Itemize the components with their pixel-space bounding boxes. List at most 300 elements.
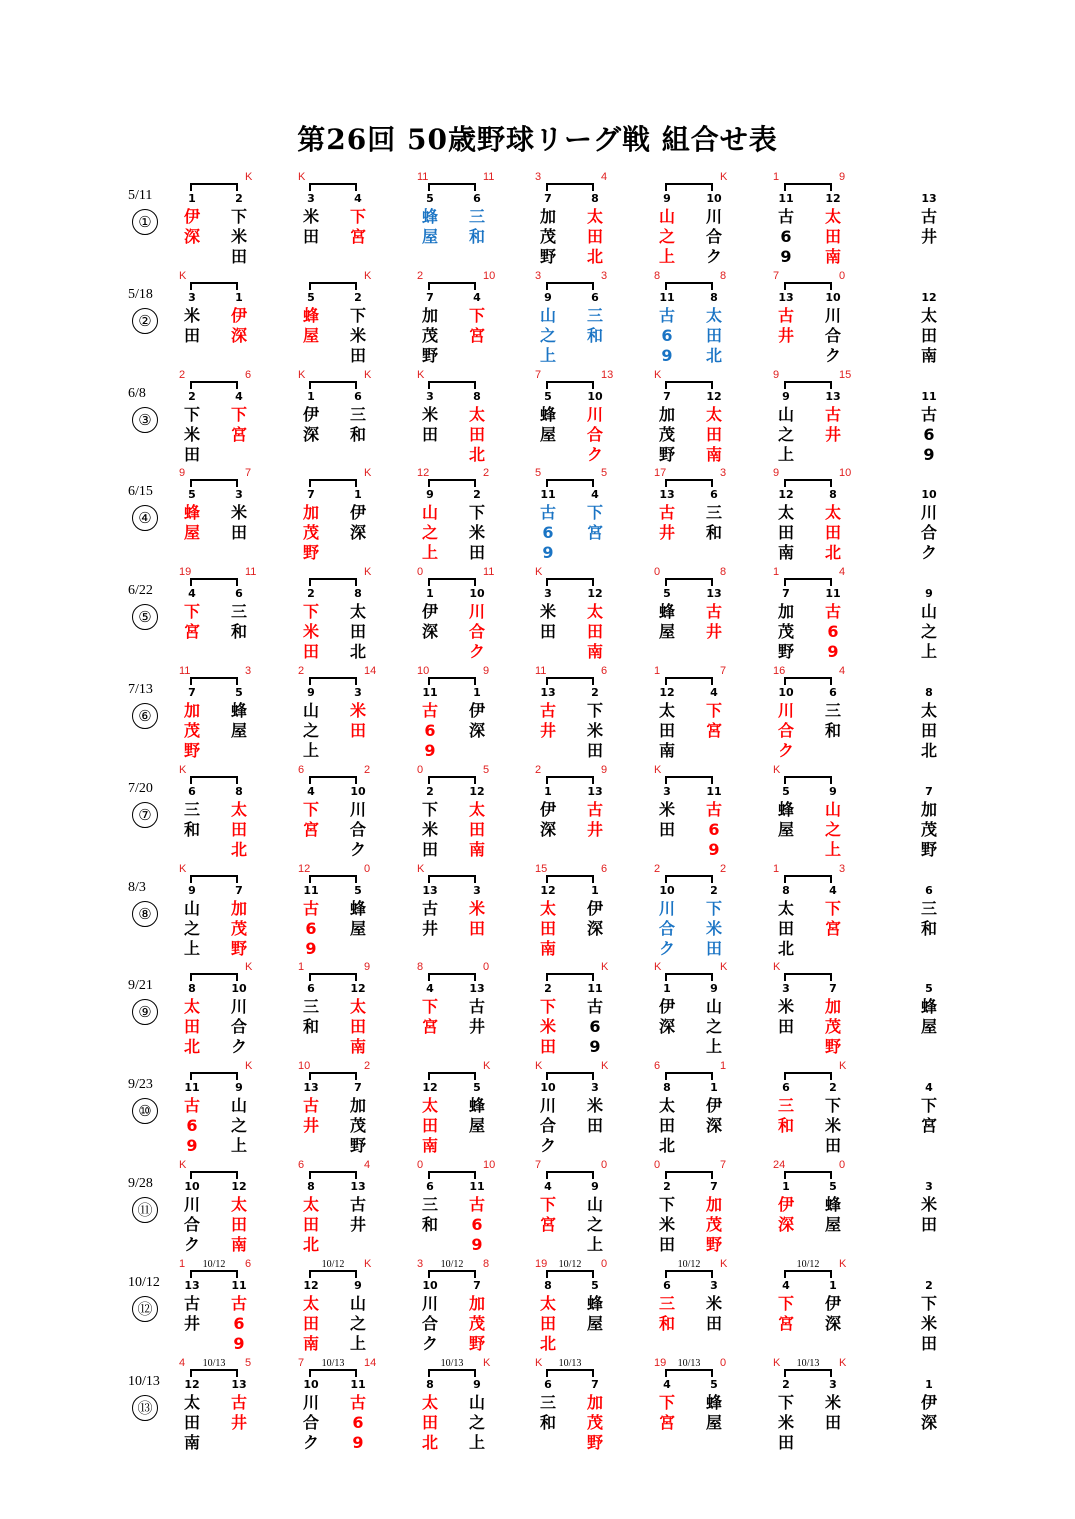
left-score: 10 — [298, 1060, 311, 1073]
right-team-number: 1 — [473, 686, 481, 699]
left-team-number: 11 — [422, 686, 438, 699]
right-team-number: 12 — [350, 982, 366, 996]
left-team-name: 川合ク — [777, 701, 794, 760]
left-score: 9 — [773, 368, 780, 381]
right-score: 8 — [720, 566, 727, 579]
left-score: 4 — [179, 1356, 186, 1369]
right-score: 0 — [483, 961, 490, 974]
left-team-name: 古井 — [777, 305, 794, 345]
left-team-number: 8 — [544, 1278, 552, 1292]
left-team-name: 太田北 — [777, 898, 794, 958]
left-team-name: 下宮 — [183, 602, 200, 642]
left-team-name: 古井 — [302, 1096, 319, 1136]
right-team-number: 12 — [706, 389, 722, 403]
bracket-line — [665, 479, 713, 487]
left-team-number: 8 — [663, 1081, 671, 1095]
left-team-name: 太田南 — [302, 1293, 319, 1353]
right-team-name: 太田北 — [349, 602, 366, 662]
match-date: 10/13 — [556, 1358, 584, 1369]
round-date: 6/22 — [128, 583, 153, 599]
right-team-number: 12 — [469, 784, 485, 798]
left-team-name: 川合ク — [183, 1195, 200, 1254]
bracket-line — [665, 282, 713, 290]
bracket-line — [546, 677, 594, 685]
right-score: 11 — [483, 171, 495, 183]
bracket-line — [428, 875, 476, 883]
right-team-name: 太田南 — [468, 799, 485, 859]
right-team-name: 米田 — [230, 503, 247, 543]
left-score: K — [535, 1060, 543, 1073]
left-score: 9 — [773, 467, 780, 480]
left-team-name: 加茂野 — [777, 602, 794, 662]
right-team-name: 三和 — [230, 602, 247, 642]
left-team-number: 5 — [426, 192, 434, 205]
left-team-name: 古69 — [421, 701, 438, 760]
left-score: 0 — [654, 566, 661, 579]
right-team-number: 4 — [710, 686, 718, 699]
round-number: ③ — [132, 407, 158, 433]
left-team-name: 加茂野 — [421, 305, 438, 365]
left-team-name: 米田 — [302, 207, 319, 246]
bye-team-name: 加茂野 — [920, 799, 937, 859]
right-score: 14 — [364, 1356, 377, 1369]
right-team-number: 5 — [473, 1081, 481, 1095]
left-team-name: 山之上 — [183, 898, 200, 958]
right-score: 0 — [601, 1159, 608, 1171]
left-team-number: 5 — [307, 290, 315, 304]
left-team-name: 米田 — [777, 997, 794, 1037]
right-team-number: 11 — [706, 784, 722, 798]
bye-team-name: 太田北 — [920, 701, 937, 760]
left-team-name: 下宮 — [777, 1293, 794, 1333]
bracket-line — [784, 973, 832, 981]
bracket-line — [784, 875, 832, 883]
bracket-line — [428, 479, 476, 487]
bracket-line — [428, 381, 476, 389]
left-team-name: 古井 — [539, 701, 556, 740]
left-team-name: 加茂野 — [302, 503, 319, 563]
left-team-number: 12 — [303, 1278, 319, 1292]
right-team-number: 2 — [710, 883, 718, 897]
right-score: K — [245, 961, 253, 974]
bye-team-number: 3 — [925, 1180, 933, 1193]
page-title: 第26回 50歳野球リーグ戦 組合せ表 — [297, 123, 778, 156]
left-team-name: 古井 — [183, 1293, 200, 1333]
left-team-number: 12 — [540, 883, 556, 897]
right-team-number: 11 — [587, 982, 603, 996]
right-team-name: 下米田 — [349, 305, 366, 365]
left-team-name: 米田 — [539, 602, 556, 642]
right-team-number: 5 — [829, 1180, 837, 1193]
right-team-name: 下米田 — [230, 207, 247, 266]
right-team-name: 下米田 — [705, 898, 722, 958]
left-team-name: 山之上 — [658, 207, 675, 266]
left-team-number: 3 — [782, 982, 790, 996]
match-date: 10/13 — [675, 1358, 703, 1369]
right-score: K — [839, 1257, 847, 1270]
bracket-line — [428, 1171, 476, 1179]
match-date: 10/12 — [675, 1259, 703, 1270]
right-team-number: 11 — [825, 587, 841, 601]
round-date: 9/23 — [128, 1077, 153, 1093]
right-team-name: 下宮 — [349, 207, 366, 246]
right-score: K — [720, 1257, 728, 1270]
left-score: 11 — [179, 665, 191, 677]
bye-team-name: 蜂屋 — [920, 997, 937, 1037]
left-team-number: 11 — [303, 883, 319, 897]
match-date: 10/12 — [438, 1259, 466, 1270]
bracket-line — [546, 479, 594, 487]
right-team-number: 1 — [710, 1081, 718, 1095]
bracket-line — [546, 1072, 594, 1080]
match-date: 10/12 — [200, 1259, 228, 1270]
left-team-number: 6 — [544, 1377, 552, 1391]
right-team-name: 加茂野 — [586, 1392, 603, 1452]
bye-team-number: 4 — [925, 1081, 933, 1095]
left-team-number: 7 — [544, 192, 552, 205]
left-team-name: 三和 — [539, 1392, 556, 1432]
bracket-line — [665, 1072, 713, 1080]
right-team-name: 古井 — [230, 1392, 247, 1432]
right-score: 14 — [364, 665, 377, 677]
left-score: 2 — [535, 763, 542, 776]
right-team-name: 米田 — [468, 898, 485, 938]
left-team-name: 伊深 — [658, 997, 675, 1037]
left-team-name: 加茂野 — [658, 404, 675, 464]
left-score: 6 — [298, 763, 305, 776]
right-score: 0 — [839, 1159, 846, 1171]
left-team-number: 7 — [307, 488, 315, 502]
left-team-number: 3 — [544, 587, 552, 601]
left-team-name: 古井 — [421, 898, 438, 938]
right-team-name: 伊深 — [468, 701, 485, 740]
bracket-line — [784, 578, 832, 586]
left-score: 19 — [654, 1356, 667, 1369]
right-team-number: 4 — [829, 883, 837, 897]
left-team-number: 6 — [188, 784, 196, 798]
left-team-number: 4 — [307, 784, 315, 798]
left-score: K — [179, 862, 187, 875]
left-score: 1 — [773, 566, 780, 579]
right-score: K — [720, 961, 728, 974]
left-score: 24 — [773, 1159, 786, 1171]
right-score: 0 — [364, 862, 371, 875]
right-score: 13 — [601, 368, 614, 381]
left-score: 2 — [654, 862, 661, 875]
right-team-name: 古井 — [349, 1195, 366, 1234]
left-team-name: 伊深 — [421, 602, 438, 642]
left-score: 15 — [535, 862, 548, 875]
round-number: ① — [132, 209, 158, 235]
bracket-line — [190, 776, 238, 784]
left-team-name: 古69 — [539, 503, 556, 563]
bracket-line — [665, 183, 713, 191]
right-team-number: 3 — [235, 488, 243, 502]
right-team-name: 蜂屋 — [705, 1392, 722, 1432]
left-team-number: 5 — [188, 488, 196, 502]
left-team-name: 太田北 — [539, 1293, 556, 1353]
bracket-line — [546, 1171, 594, 1179]
round-date: 5/11 — [128, 188, 153, 203]
right-team-number: 1 — [829, 1278, 837, 1292]
left-team-name: 下宮 — [302, 799, 319, 839]
left-team-name: 山之上 — [302, 701, 319, 760]
bracket-line — [428, 973, 476, 981]
right-score: 0 — [720, 1356, 727, 1369]
round-number: ⑦ — [132, 802, 158, 828]
bracket-line — [784, 282, 832, 290]
bracket-line — [190, 875, 238, 883]
right-team-name: 伊深 — [824, 1293, 841, 1333]
bye-team-number: 1 — [925, 1377, 933, 1391]
right-score: 7 — [720, 1159, 727, 1171]
right-team-name: 川合ク — [230, 997, 247, 1057]
bracket-line — [309, 776, 357, 784]
right-team-number: 7 — [235, 883, 243, 897]
right-team-name: 山之上 — [349, 1293, 366, 1353]
bracket-line — [428, 776, 476, 784]
right-team-name: 古69 — [824, 602, 841, 662]
bye-team-number: 6 — [925, 883, 933, 897]
left-score: 11 — [535, 665, 547, 677]
left-team-number: 6 — [307, 982, 315, 996]
left-score: 3 — [417, 1257, 424, 1270]
right-team-number: 10 — [469, 587, 485, 601]
left-score: 7 — [298, 1356, 305, 1369]
right-score: 4 — [839, 665, 846, 677]
right-team-name: 加茂野 — [349, 1096, 366, 1156]
left-score: 7 — [535, 1159, 542, 1171]
left-team-number: 4 — [663, 1377, 671, 1391]
right-team-name: 川合ク — [468, 602, 485, 662]
right-score: 4 — [364, 1159, 371, 1171]
right-score: 5 — [483, 763, 490, 776]
right-team-number: 1 — [354, 488, 362, 502]
left-score: K — [298, 171, 306, 183]
left-team-number: 10 — [659, 883, 675, 897]
right-team-number: 13 — [469, 982, 485, 996]
left-score: K — [654, 961, 662, 974]
left-team-name: 米田 — [658, 799, 675, 839]
right-score: 5 — [245, 1356, 252, 1369]
bracket-line — [309, 1369, 357, 1377]
right-team-number: 3 — [354, 686, 362, 699]
left-team-name: 下米田 — [302, 602, 319, 662]
right-team-number: 7 — [473, 1278, 481, 1292]
right-score: 2 — [364, 763, 371, 776]
left-team-number: 2 — [307, 587, 315, 601]
left-team-number: 13 — [778, 290, 794, 304]
left-team-name: 米田 — [421, 404, 438, 444]
left-team-name: 山之上 — [421, 503, 438, 563]
left-team-name: 太田南 — [421, 1096, 438, 1156]
left-team-name: 伊深 — [302, 404, 319, 444]
right-score: K — [245, 1060, 253, 1073]
left-team-number: 9 — [663, 192, 671, 205]
bracket-line — [190, 183, 238, 191]
right-team-name: 古69 — [705, 799, 722, 859]
right-score: 3 — [601, 269, 608, 282]
bracket-line — [784, 479, 832, 487]
bracket-line — [190, 282, 238, 290]
right-team-name: 米田 — [824, 1392, 841, 1432]
bracket-line — [784, 381, 832, 389]
right-team-name: 下米田 — [468, 503, 485, 563]
bracket-line — [309, 578, 357, 586]
left-score: K — [417, 368, 425, 381]
right-team-name: 伊深 — [230, 305, 247, 345]
right-score: 4 — [839, 566, 846, 579]
left-score: 1 — [654, 665, 661, 677]
left-team-number: 2 — [188, 389, 196, 403]
right-team-number: 2 — [473, 488, 481, 502]
left-team-name: 加茂野 — [539, 207, 556, 266]
right-team-number: 8 — [591, 192, 599, 205]
right-team-name: 下宮 — [705, 701, 722, 740]
left-team-number: 6 — [782, 1081, 790, 1095]
right-team-name: 加茂野 — [230, 898, 247, 958]
left-score: K — [179, 269, 187, 282]
bracket-line — [784, 1171, 832, 1179]
right-team-number: 5 — [710, 1377, 718, 1391]
round-date: 10/13 — [128, 1373, 160, 1389]
bracket-line — [665, 677, 713, 685]
right-team-number: 3 — [473, 883, 481, 897]
right-team-name: 蜂屋 — [586, 1293, 603, 1333]
left-team-number: 4 — [188, 587, 196, 601]
left-team-name: 川合ク — [421, 1293, 438, 1353]
right-score: 15 — [839, 368, 852, 381]
right-team-number: 8 — [235, 784, 243, 798]
right-team-name: 太田北 — [230, 799, 247, 859]
right-team-number: 4 — [591, 488, 599, 502]
bracket-line — [190, 578, 238, 586]
bracket-line — [309, 973, 357, 981]
bracket-line — [309, 183, 357, 191]
left-team-name: 三和 — [183, 799, 200, 839]
left-score: K — [417, 862, 425, 875]
right-team-name: 伊深 — [705, 1096, 722, 1136]
left-team-name: 蜂屋 — [421, 207, 438, 246]
right-team-name: 下宮 — [586, 503, 603, 543]
bracket-line — [665, 381, 713, 389]
left-team-name: 伊深 — [539, 799, 556, 839]
right-score: K — [720, 171, 728, 183]
right-team-name: 山之上 — [705, 997, 722, 1057]
left-team-name: 山之上 — [539, 305, 556, 365]
left-team-name: 下米田 — [183, 404, 200, 464]
right-team-name: 古井 — [705, 602, 722, 642]
match-date: 10/12 — [319, 1259, 347, 1270]
left-team-number: 7 — [663, 389, 671, 403]
left-team-number: 13 — [184, 1278, 200, 1292]
right-team-name: 川合ク — [705, 207, 722, 266]
right-team-name: 蜂屋 — [468, 1096, 485, 1136]
left-team-number: 9 — [426, 488, 434, 502]
right-team-name: 山之上 — [230, 1096, 247, 1156]
bye-team-name: 伊深 — [920, 1392, 937, 1432]
bracket-line — [190, 381, 238, 389]
bye-team-name: 三和 — [920, 898, 937, 938]
right-team-name: 太田北 — [824, 503, 841, 563]
left-team-name: 下米田 — [421, 799, 438, 859]
right-team-number: 11 — [231, 1278, 247, 1292]
left-team-name: 太田北 — [658, 1096, 675, 1156]
left-score: K — [654, 763, 662, 776]
bracket-line — [309, 1171, 357, 1179]
left-team-number: 1 — [663, 982, 671, 996]
left-score: 1 — [773, 862, 780, 875]
right-score: K — [483, 1356, 491, 1369]
right-team-number: 13 — [587, 784, 603, 798]
left-score: 0 — [417, 763, 424, 776]
bracket-line — [784, 183, 832, 191]
match-date: 10/13 — [200, 1358, 228, 1369]
right-team-name: 山之上 — [586, 1195, 603, 1254]
right-team-number: 9 — [829, 784, 837, 798]
left-score: K — [773, 763, 781, 776]
left-team-name: 蜂屋 — [183, 503, 200, 543]
bye-team-name: 米田 — [920, 1195, 937, 1234]
right-team-number: 4 — [354, 192, 362, 205]
left-team-number: 12 — [422, 1081, 438, 1095]
right-score: 6 — [245, 368, 252, 381]
left-team-name: 古69 — [658, 305, 675, 365]
right-score: 10 — [483, 269, 496, 282]
right-team-name: 太田北 — [468, 404, 485, 464]
right-score: 9 — [364, 961, 371, 974]
right-team-name: 古井 — [586, 799, 603, 839]
left-team-number: 12 — [184, 1377, 200, 1391]
bye-team-name: 太田南 — [920, 305, 937, 365]
left-team-number: 5 — [782, 784, 790, 798]
right-team-number: 13 — [231, 1377, 247, 1391]
right-team-number: 12 — [825, 192, 841, 205]
bracket-line — [190, 479, 238, 487]
right-team-number: 9 — [591, 1180, 599, 1193]
right-team-number: 5 — [235, 686, 243, 699]
right-score: 11 — [245, 566, 257, 579]
left-score: K — [773, 961, 781, 974]
left-team-name: 古69 — [302, 898, 319, 958]
round-date: 8/3 — [128, 879, 146, 895]
left-score: 1 — [298, 961, 305, 974]
right-team-name: 太田南 — [230, 1195, 247, 1254]
right-team-number: 6 — [354, 389, 362, 403]
left-team-name: 古井 — [658, 503, 675, 543]
left-team-number: 9 — [782, 389, 790, 403]
right-team-number: 4 — [235, 389, 243, 403]
left-score: 5 — [535, 467, 542, 480]
left-score: 19 — [179, 566, 192, 579]
left-team-number: 6 — [426, 1180, 434, 1193]
right-score: 6 — [245, 1257, 252, 1270]
left-team-number: 10 — [778, 686, 794, 699]
right-team-number: 13 — [706, 587, 722, 601]
right-team-name: 山之上 — [468, 1392, 485, 1452]
right-team-number: 6 — [710, 488, 718, 502]
right-team-name: 加茂野 — [824, 997, 841, 1057]
left-team-number: 3 — [663, 784, 671, 798]
left-team-name: 太田南 — [183, 1392, 200, 1452]
left-team-name: 米田 — [183, 305, 200, 345]
round-date: 9/28 — [128, 1176, 153, 1191]
bye-team-number: 5 — [925, 982, 933, 996]
right-team-name: 三和 — [586, 305, 603, 345]
bracket-line — [309, 1072, 357, 1080]
bracket-line — [784, 1072, 832, 1080]
right-score: K — [601, 1060, 609, 1073]
